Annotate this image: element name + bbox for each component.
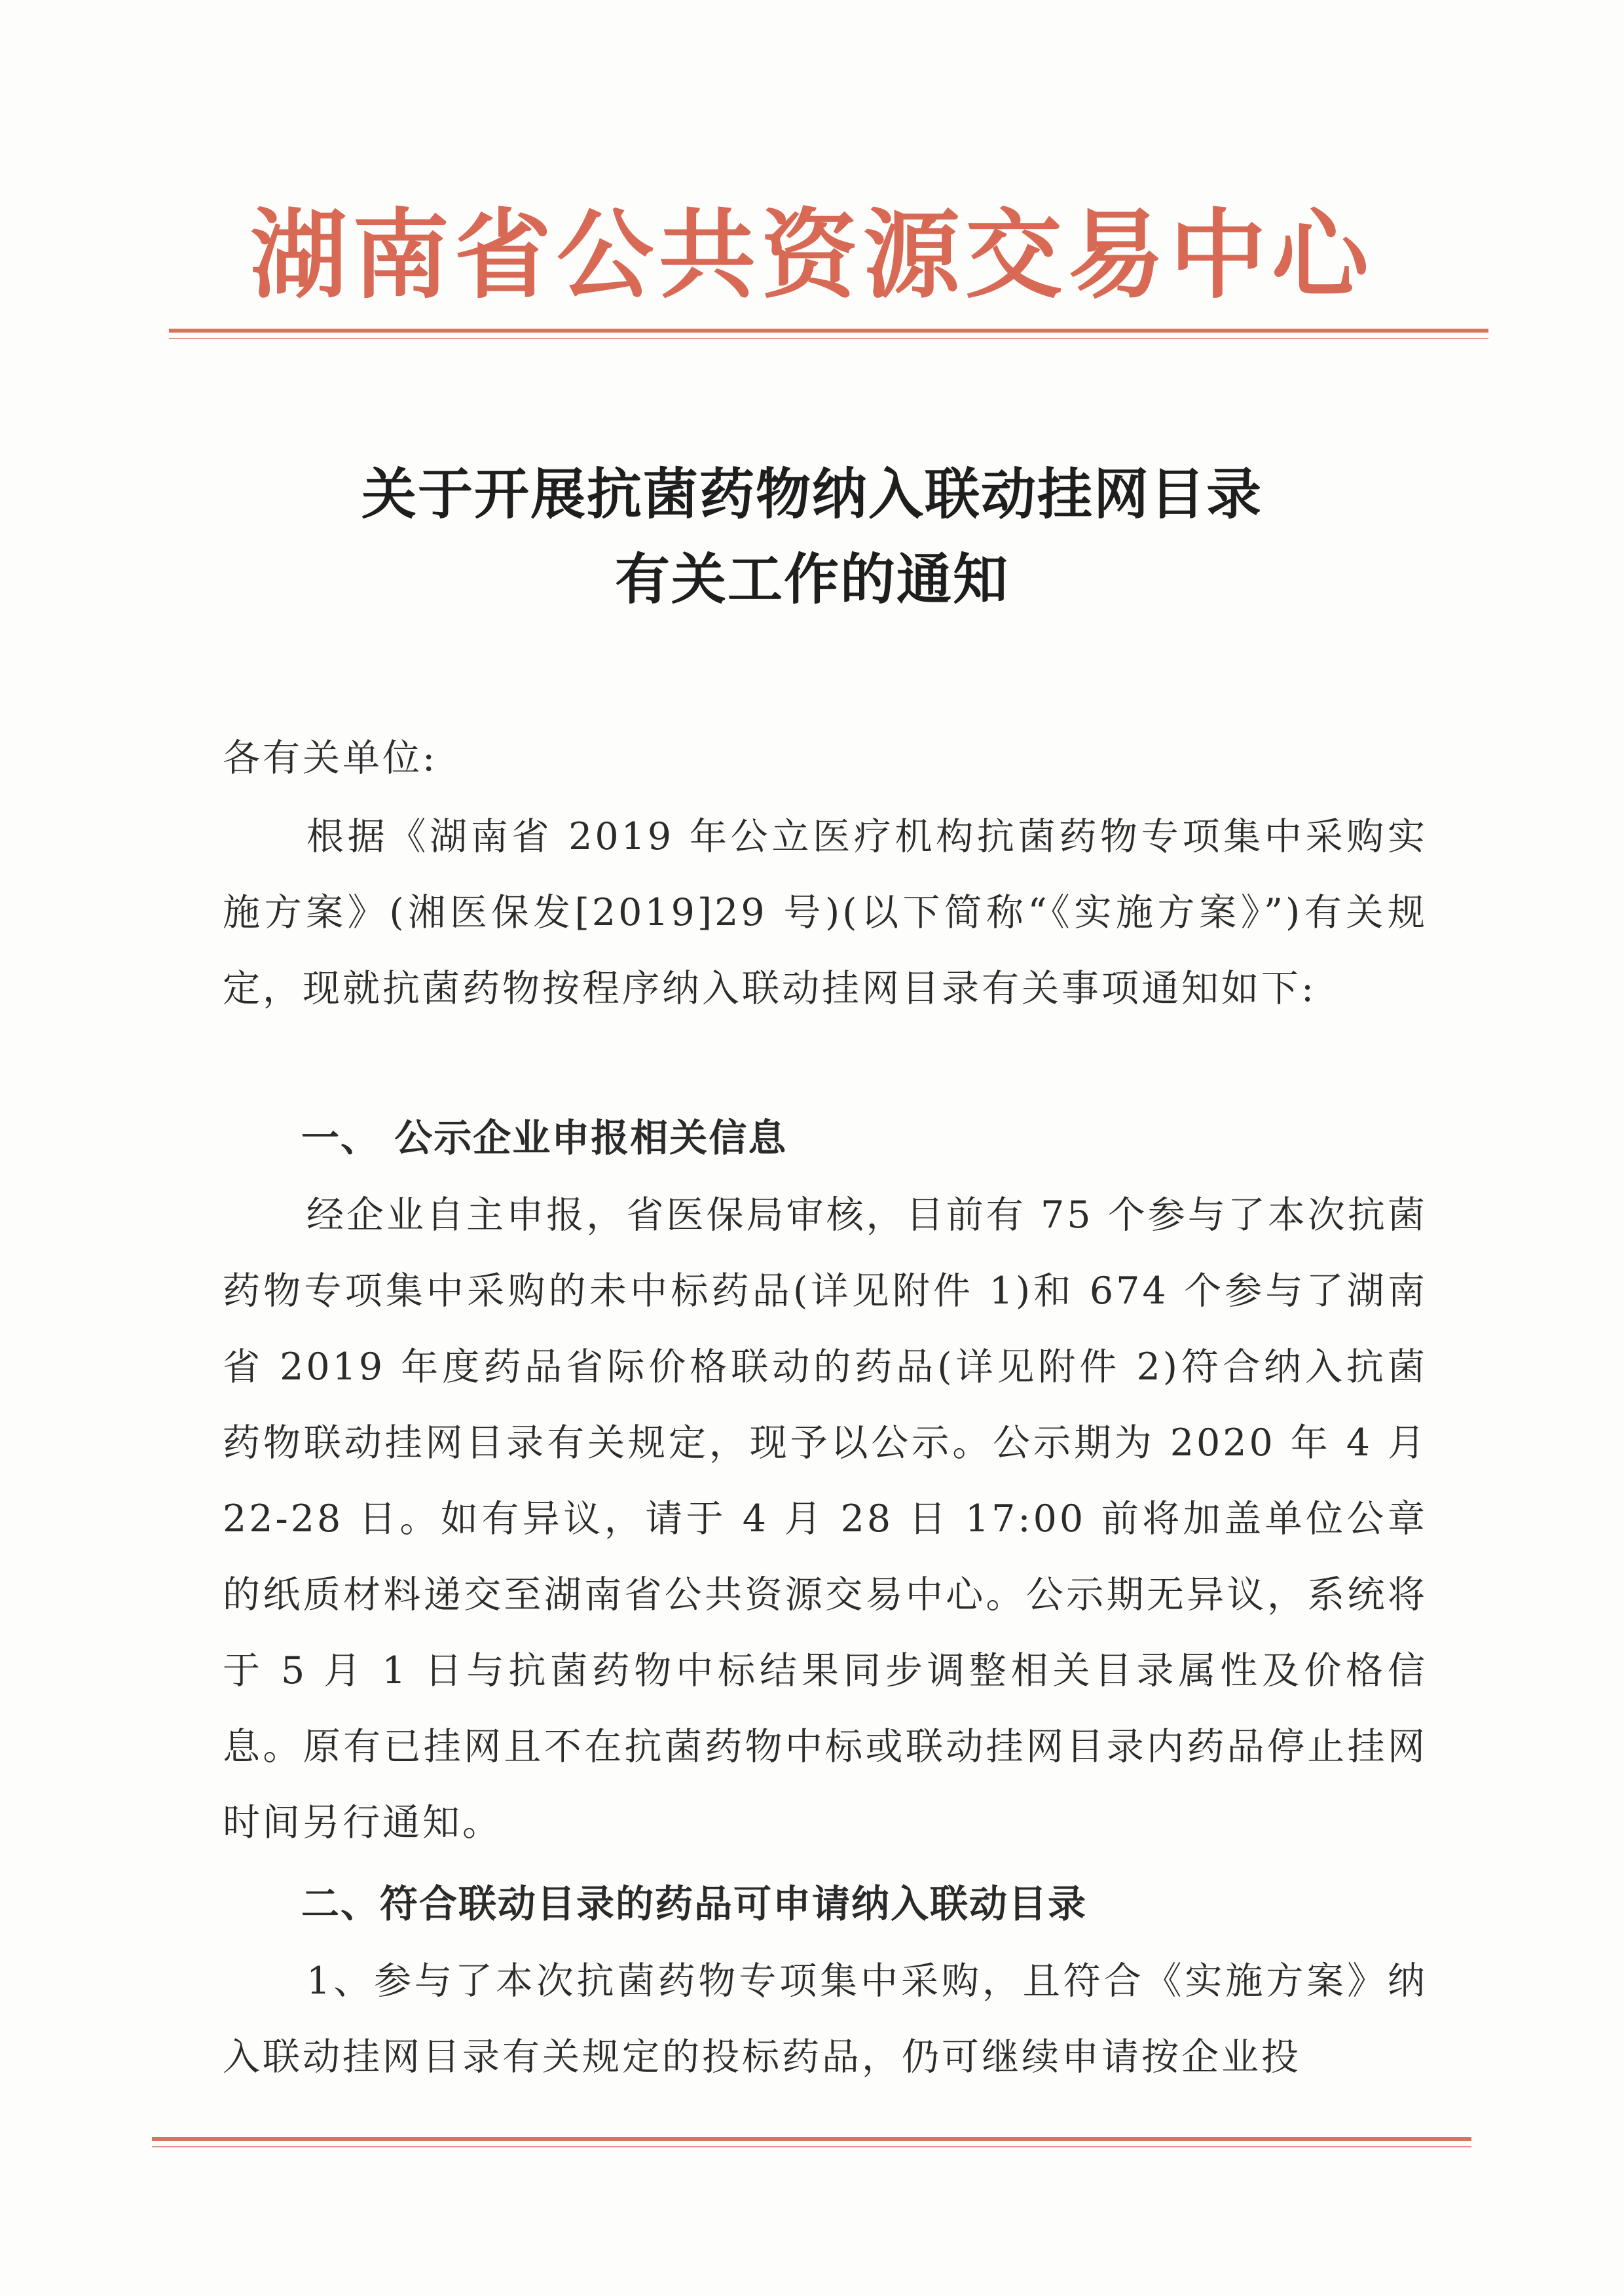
footer-rule-thin: [152, 2146, 1471, 2147]
section-1-heading: 一、 公示企业申报相关信息: [301, 1116, 788, 1160]
masthead-rule-thin: [169, 338, 1488, 339]
intro-paragraph: 根据《湖南省 2019 年公立医疗机构抗菌药物专项集中采购实施方案》(湘医保发[2019]29 号)(以下简称“《实施方案》”)有关规定，现就抗菌药物按程序纳入联动挂网目录有关事项通知如下:: [223, 815, 1428, 1010]
footer-rule: [152, 2137, 1471, 2141]
notice-title-line-2: 有关工作的通知: [614, 547, 1009, 611]
section-2-body: 1、参与了本次抗菌药物专项集中采购，且符合《实施方案》纳入联动挂网目录有关规定的投标药品，仍可继续申请按企业投: [223, 1959, 1428, 2079]
notice-title-line-1: 关于开展抗菌药物纳入联动挂网目录: [361, 462, 1263, 526]
salutation: 各有关单位:: [223, 737, 438, 780]
section-2-heading: 二、符合联动目录的药品可申请纳入联动目录: [301, 1882, 1088, 1926]
masthead-title: 湖南省公共资源交易中心: [250, 199, 1374, 312]
masthead-rule: [169, 329, 1488, 333]
section-1-body: 经企业自主申报，省医保局审核，目前有 75 个参与了本次抗菌药物专项集中采购的未中标药品(详见附件 1)和 674 个参与了湖南省 2019 年度药品省际价格联动的药品(详见附件 2)符合纳入抗菌药物联动挂网目录有关规定，现予以公示。公示期为 2020 年 4 月 22-28 日。如有异议，请于 4 月 28 日 17:00 前将加盖单位公章的纸质材料递交至湖南省公共资源交易中心。公示期无异议，系统将于 5 月 1 日与抗菌药物中标结果同步调整相关目录属性及价格信息。原有已挂网且不在抗菌药物中标或联动挂网目录内药品停止挂网时间另行通知。: [223, 1194, 1428, 1844]
